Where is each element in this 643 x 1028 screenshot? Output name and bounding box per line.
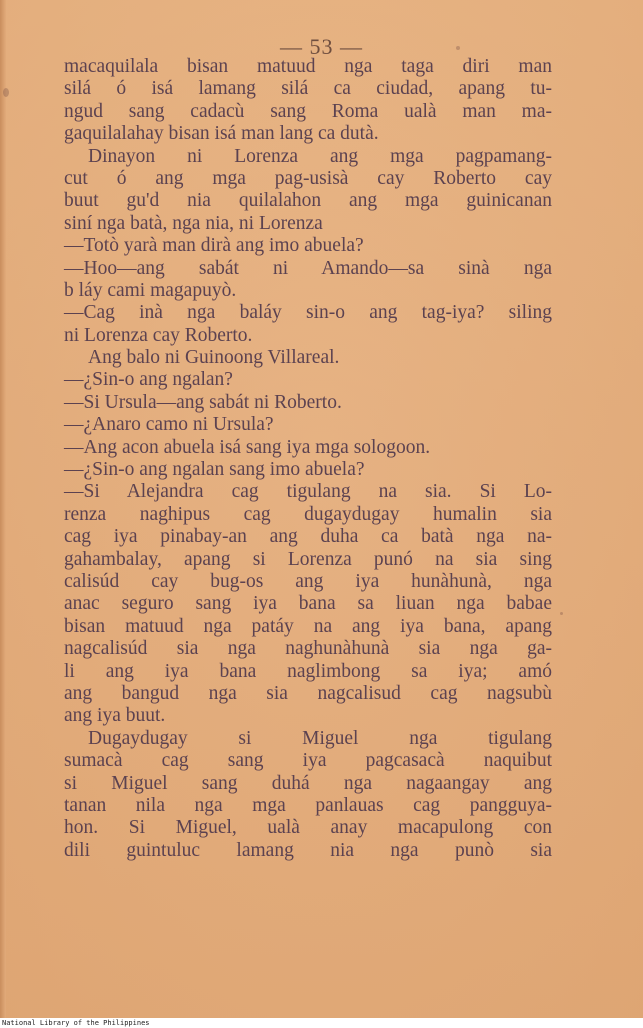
text-line: sumacà cag sang iya pagcasacà naquibut	[64, 750, 552, 772]
text-line: macaquilala bisan matuud nga taga diri man	[64, 56, 552, 77]
text-line: ngud sang cadacù sang Roma ualà man ma-	[64, 100, 552, 122]
text-line: nagcalisúd sia nga naghunàhunà sia nga ga-	[64, 638, 552, 660]
text-line: gahambalay, apang si Lorenza punó na sia sing	[64, 548, 552, 570]
paper-speck	[560, 612, 563, 615]
text-line: dili guintuluc lamang nia nga punò sia	[64, 839, 552, 861]
page-body-text	[64, 56, 552, 862]
text-line: ang bangud nga sia nagcalisud cag nagsubù	[64, 682, 552, 704]
text-line: li ang iya bana naglimbong sa iya; amó	[64, 660, 552, 682]
text-line: —Cag inà nga baláy sin-o ang tag-iya? siling	[64, 302, 552, 324]
text-line: —Hoo—ang sabát ni Amando—sa sinà nga	[64, 257, 552, 279]
text-line: hon. Si Miguel, ualà anay macapulong con	[64, 817, 552, 839]
text-line: siní nga batà, nga nia, ni Lorenza	[64, 212, 323, 234]
text-line: —¿Sin-o ang ngalan?	[64, 369, 233, 391]
text-line: Dugaydugay si Miguel nga tigulang	[88, 727, 552, 749]
text-line: tanan nila nga mga panlauas cag pangguya-	[64, 794, 552, 816]
text-line: —Totò yarà man dirà ang imo abuela?	[64, 235, 364, 257]
text-line: Ang balo ni Guinoong Villareal.	[88, 347, 340, 369]
text-line: —Si Alejandra cag tigulang na sia. Si Lo-	[64, 481, 552, 503]
page-binding-edge	[0, 0, 6, 1018]
text-line: b láy cami magapuyò.	[64, 279, 237, 301]
text-line: gaquilalahay bisan isá man lang ca dutà.	[64, 123, 379, 145]
text-line: —Ang acon abuela isá sang iya mga sologoon.	[64, 436, 431, 458]
text-line: Dinayon ni Lorenza ang mga pagpamang-	[88, 145, 552, 167]
text-line: anac seguro sang iya bana sa liuan nga babae	[64, 593, 552, 615]
text-line: cut ó ang mga pag-usisà cay Roberto cay	[64, 167, 552, 189]
text-line: —¿Anaro camo ni Ursula?	[64, 414, 274, 436]
text-line: ni Lorenza cay Roberto.	[64, 324, 253, 346]
text-line: bisan matuud nga patáy na ang iya bana, apang	[64, 615, 552, 637]
text-line: si Miguel sang duhá nga nagaangay ang	[64, 772, 552, 794]
text-line: —Si Ursula—ang sabát ni Roberto.	[64, 391, 342, 413]
text-line: ang iya buut.	[64, 705, 166, 727]
text-line: cag iya pinabay-an ang duha ca batà nga na-	[64, 526, 552, 548]
text-line: —¿Sin-o ang ngalan sang imo abuela?	[64, 459, 365, 481]
text-line: calisúd cay bug-os ang iya hunàhunà, nga	[64, 570, 552, 592]
page-number: — 53 —	[280, 34, 363, 59]
text-line: silá ó isá lamang silá ca ciudad, apang tu-	[64, 78, 552, 100]
text-line: buut gu'd nia quilalahon ang mga guinicanan	[64, 190, 552, 212]
text-line: renza naghipus cag dugaydugay humalin sia	[64, 503, 552, 525]
paper-speck	[3, 88, 9, 97]
paper-speck	[456, 46, 460, 50]
footer-credit: National Library of the Philippines	[2, 1019, 150, 1027]
